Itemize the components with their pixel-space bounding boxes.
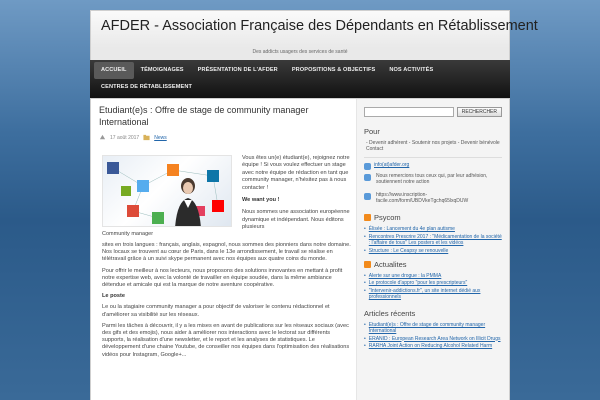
- site-tagline: Des addicts usagers des services de santé: [90, 48, 510, 60]
- post-hero-image: [102, 155, 232, 227]
- post-intro: [242, 155, 354, 237]
- intro-paragraph: Vous êtes un(e) étudiant(e), rejoignez notre équipe ! Si vous voulez effectuer un stage avec notre équipe de rédaction en tant que community manager, n'hésitez pas à nous contacter !: [242, 155, 350, 191]
- rss-icon[interactable]: [364, 214, 371, 221]
- psycom-link[interactable]: Élisée : Lancement du 4e plan autisme: [368, 226, 455, 233]
- main-nav: [90, 60, 510, 98]
- nav-item-centres[interactable]: CENTRES DE RÉTABLISSEMENT: [101, 84, 192, 90]
- site-title[interactable]: AFDER - Association Française des Dépendants en Rétablissement: [101, 18, 538, 34]
- post-body: [102, 242, 352, 363]
- widget-title-actualites: [364, 260, 502, 269]
- folder-icon: [143, 134, 150, 141]
- twitter-icon: [364, 193, 371, 200]
- divider: [364, 157, 502, 158]
- image-caption: Community manager: [102, 231, 154, 237]
- body-paragraph: Parmi les tâches à découvrir, il y a les mises en avant de publications sur les réseaux sociaux (avec des gifs et des emojis), nous aider à améliorer nos interactions avec le lectorat sur différents supports, la réalisation d'une newsletter, et le report et les analyses de statistiques. Le développement d'une chaine Youtube, de conseiller nos équipes dans l'optimisation des réalisations vidéos pour Instagram, Google+...: [102, 322, 350, 358]
- post-date: 17 août 2017: [110, 134, 140, 141]
- social-network-illustration: [103, 156, 232, 227]
- actualites-link[interactable]: Alerte sur une drogue : la PMMA: [368, 273, 442, 280]
- widget-title-text: Actualites: [374, 260, 407, 270]
- list-item: • Structure : Le Ceapsy se renouvelle: [364, 247, 449, 254]
- psycom-link[interactable]: Structure : Le Ceapsy se renouvelle: [368, 247, 449, 254]
- intro-paragraph: Nous sommes une association européenne dynamique et indépendant. Nous éditons plusieurs: [242, 209, 350, 231]
- list-item: • Etudiant(e)s : Offre de stage de community manager International: [364, 322, 502, 335]
- email-row: [364, 162, 502, 170]
- email-link[interactable]: info(at)afder.org: [374, 161, 410, 168]
- nav-item-temoignages[interactable]: TÉMOIGNAGES: [140, 67, 184, 73]
- calendar-icon: [99, 134, 106, 141]
- recent-post-link[interactable]: Etudiant(e)s : Offre de stage de community manager International: [368, 321, 486, 335]
- tweet-row: [364, 173, 502, 189]
- intro-heading: We want you !: [242, 197, 280, 204]
- tweet-row: [364, 192, 502, 208]
- widget-title-pour: Pour: [364, 127, 380, 136]
- search-input[interactable]: [364, 107, 454, 117]
- post-meta: [99, 134, 348, 141]
- list-item: • Élisée : Lancement du 4e plan autisme: [364, 226, 455, 233]
- nav-item-accueil[interactable]: ACCUEIL: [94, 62, 134, 79]
- list-item: • "Intervenir-addictions.fr", un site internet dédié aux professionnels: [364, 288, 502, 301]
- actualites-link[interactable]: "Intervenir-addictions.fr", un site internet dédié aux professionnels: [368, 287, 481, 301]
- recent-post-link[interactable]: RARHA Joint Action on Reducing Alcohol Related Harm: [368, 342, 493, 349]
- list-item: • Rencontres Prescrire 2017 : "Médicamentation de la société : l'affaire de tous" Les posters et les vidéos: [364, 233, 502, 247]
- widget-title-psycom: [364, 213, 502, 222]
- twitter-icon: [364, 174, 371, 181]
- tweet-link[interactable]: https://www.inscription-facile.com/form/UBDVkeTgchq65lxqDUW: [376, 191, 469, 205]
- widget-title-recents: Articles récents: [364, 308, 416, 318]
- nav-item-propositions[interactable]: PROPOSITIONS & OBJECTIFS: [291, 67, 376, 73]
- page: [90, 10, 538, 400]
- psycom-link[interactable]: Rencontres Prescrire 2017 : "Médicamentation de la société : l'affaire de tous" Les posters et les vidéos: [368, 233, 502, 247]
- pour-text: - Devenir adhérent - Soutenir nos projets - Devenir bénévole Contact: [366, 140, 500, 153]
- search-button[interactable]: RECHERCHER: [457, 107, 502, 117]
- list-item: • RARHA Joint Action on Reducing Alcohol Related Harm: [364, 342, 493, 349]
- search-form: [364, 107, 502, 117]
- post-category-link[interactable]: News: [154, 134, 167, 141]
- nav-item-presentation[interactable]: PRÉSENTATION DE L'AFDER: [197, 67, 278, 73]
- nav-item-activites[interactable]: NOS ACTIVITÉS: [389, 67, 434, 73]
- list-item: • Le protocole d'appro "pour les prescripteurs": [364, 280, 468, 287]
- post-title[interactable]: Etudiant(e)s : Offre de stage de community manager International: [99, 105, 309, 127]
- list-item: • Alerte sur une drogue : la PMMA: [364, 273, 442, 280]
- recent-post-link[interactable]: ERANID : European Research Area Network on Illicit Drugs: [368, 335, 501, 342]
- body-paragraph: sites en trois langues : français, anglais, espagnol, nous sommes des pionniers dans notre domaine. Nos locaux se trouvent au cœur de Paris, dans le 13e arrondissement, le travail se réalise en télétravail grâce à un suivi skype permanent avec nos équipes aux quatre coins du monde.: [102, 242, 351, 263]
- sidebar: [356, 99, 509, 400]
- actualites-link[interactable]: Le protocole d'appro "pour les prescripteurs": [368, 280, 468, 287]
- body-paragraph: Pour offrir le meilleur à nos lecteurs, nous proposons des solutions innovantes en mettant à profit notre expertise web, avec la volonté de travailler en équipe soudée, dans la même ambiance détendue et amicale qui est la marque de notre aventure coopérative.: [102, 267, 343, 289]
- main-content: [91, 99, 356, 400]
- body-heading: Le poste: [102, 293, 126, 300]
- rss-icon[interactable]: [364, 261, 371, 268]
- body-row: [90, 98, 510, 400]
- body-paragraph: Le ou la stagiaire community manager a pour objectif de valoriser le contenu rédactionnel et d'améliorer sa visibilité sur les réseaux.: [102, 304, 330, 318]
- widget-title-text: Psycom: [374, 213, 401, 223]
- site-header: [90, 10, 538, 48]
- list-item: • ERANID : European Research Area Network on Illicit Drugs: [364, 335, 501, 342]
- mail-icon: [364, 163, 371, 170]
- tweet-text: Nous remercions tous ceux qui, par leur adhésion, soutiennent notre action: [376, 172, 488, 186]
